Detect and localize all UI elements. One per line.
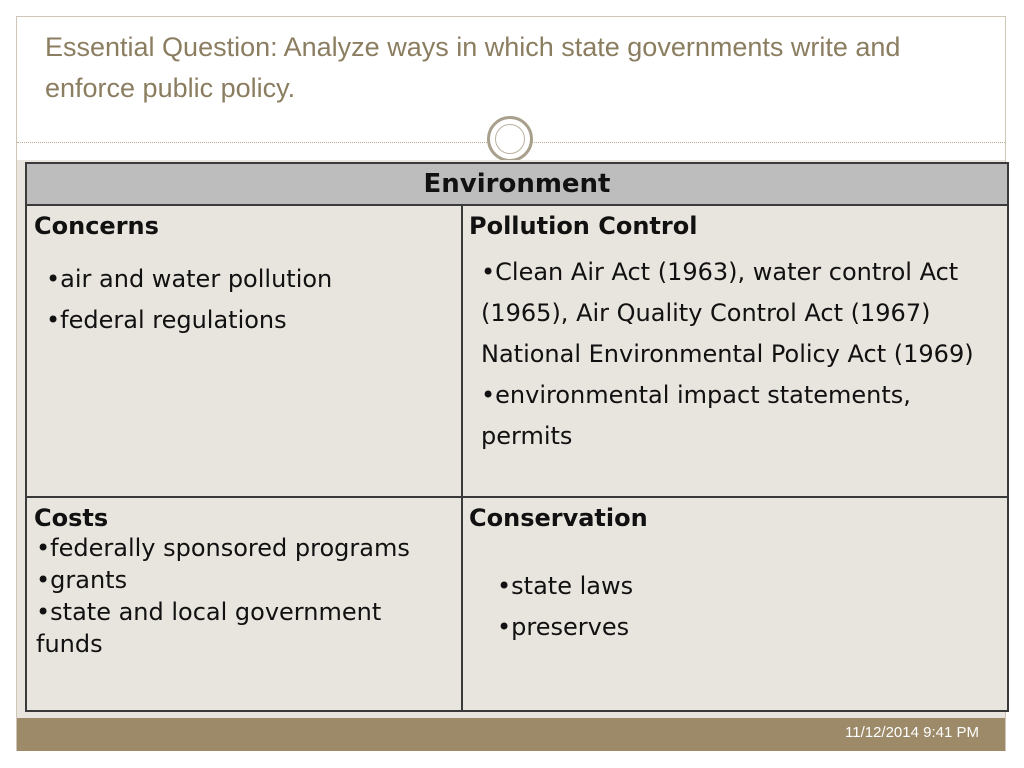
- list-item: •air and water pollution: [46, 265, 333, 293]
- conservation-cell: [462, 497, 1008, 711]
- costs-heading: Costs: [34, 504, 109, 532]
- conservation-list: [469, 566, 999, 648]
- concerns-heading: Concerns: [34, 212, 159, 240]
- list-item: •Clean Air Act (1963), water control Act (1965), Air Quality Control Act (1967) National Environmental Policy Act (1969): [481, 258, 974, 368]
- footer-bar: [17, 718, 1005, 751]
- table-header: Environment: [26, 163, 1008, 205]
- pollution-control-heading: Pollution Control: [469, 212, 698, 240]
- concerns-cell: [26, 205, 462, 497]
- list-item: •state and local government funds: [36, 598, 382, 658]
- slide-title: Essential Question: Analyze ways in which state governments write and enforce public policy.: [45, 32, 901, 103]
- pollution-control-cell: [462, 205, 1008, 497]
- list-item: •state laws: [497, 572, 634, 600]
- list-item: •federal regulations: [46, 306, 287, 334]
- conservation-heading: Conservation: [469, 504, 648, 532]
- list-item: •preserves: [497, 613, 630, 641]
- costs-list: [34, 532, 455, 660]
- list-item: •federally sponsored programs: [36, 534, 410, 562]
- concerns-list: [34, 259, 455, 341]
- pollution-control-list: [469, 252, 999, 457]
- environment-table: [25, 162, 1009, 712]
- footer-datetime: 11/12/2014 9:41 PM: [845, 724, 979, 741]
- costs-cell: [26, 497, 462, 711]
- list-item: •environmental impact statements, permits: [481, 381, 911, 450]
- list-item: •grants: [36, 566, 128, 594]
- divider-ornament-icon: [487, 116, 533, 162]
